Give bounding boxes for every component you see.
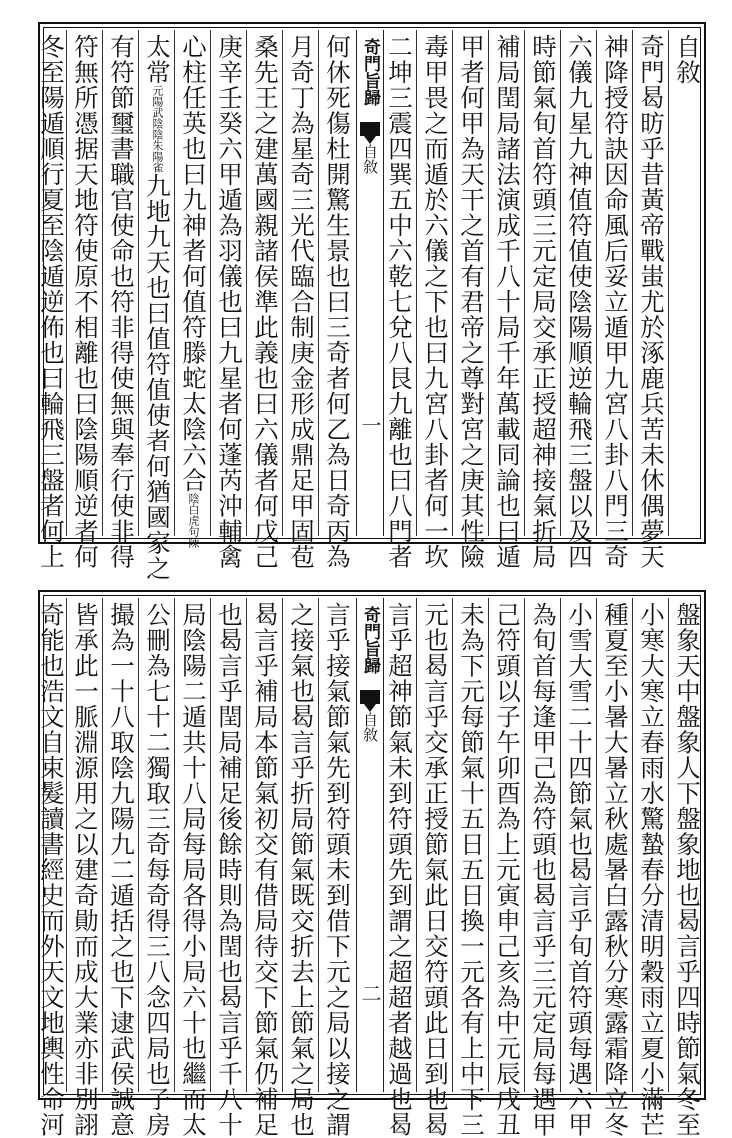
text-column: 元也曷言乎交承正授節氣此日交符頭此日到也曷 [421, 602, 450, 1138]
text-column: 言乎超神節氣未到符頭先到謂之超超者越過也曷 [385, 602, 414, 1138]
text-column: 有符節璽書職官使命也符非得使無與奉行使非得 [107, 34, 136, 570]
text-column: 小雪大雪二十四節氣也曷言乎旬首符頭每遇六甲 [565, 602, 594, 1138]
text-column: 盤象天中盤象人下盤象地也曷言乎四時節氣冬至 [673, 602, 702, 1138]
text-column: 奇門曷昉乎昔黃帝戰蚩尤於涿鹿兵苦未休偶夢天 [637, 34, 666, 570]
text-column: 言乎接氣節氣先到符頭未到借下元之局以接之謂 [323, 602, 352, 1138]
column-rule [246, 598, 247, 1092]
text-column: 未為下元每節氣十五日五日換一元各有上中下三 [457, 602, 486, 1138]
column-rule [452, 30, 453, 536]
column-rule [66, 598, 67, 1092]
column-rule [174, 598, 175, 1092]
column-rule [596, 598, 597, 1092]
text-column: 皆承此一脈淵源用之以建奇勛而成大業亦非別詡 [71, 602, 100, 1138]
text-column [178, 34, 208, 548]
column-rule [524, 598, 525, 1092]
text-column [142, 34, 172, 581]
text-run: 九地九天也曰值符值使者何猶國家之 [143, 173, 172, 581]
column-rule [138, 30, 139, 536]
column-rule [102, 30, 103, 536]
column-rule [632, 30, 633, 536]
text-column: 時節氣旬首符頭三元定局交承正授超神接氣折局 [529, 34, 558, 570]
text-column: 庚辛壬癸六甲遁為羽儀也曰九星者何蓬芮沖輔禽 [215, 34, 244, 570]
column-rule [66, 30, 67, 536]
text-column: 甲者何甲為天干之首有君帝之尊對宮之庚其性險 [457, 34, 486, 570]
text-column: 二坤三震四巽五中六乾七兌八艮九離也曰八門者 [385, 34, 414, 570]
text-column: 公刪為七十二獨取三奇每奇得三八念四局也子房 [143, 602, 172, 1138]
section-title: 自敘 [361, 144, 379, 174]
text-column: 小寒大寒立春雨水驚蟄春分清明穀雨立夏小滿芒 [637, 602, 666, 1138]
text-column: 奇能也浩文自束髮讀書經史而外天文地輿性命河 [37, 602, 66, 1138]
column-rule [560, 598, 561, 1092]
column-rule [210, 598, 211, 1092]
text-column: 種夏至小暑大暑立秋處暑白露秋分寒露霜降立冬 [601, 602, 630, 1138]
column-rule [488, 30, 489, 536]
column-rule [668, 598, 669, 1092]
column-rule [318, 598, 319, 1092]
column-rule [488, 598, 489, 1092]
text-column: 神降授符訣因命風后妥立遁甲九宮八卦八門三奇 [601, 34, 630, 570]
column-rule [174, 30, 175, 536]
text-column: 冬至陽遁順行夏至陰遁逆佈也曰輪飛三盤者何上 [37, 34, 66, 570]
column-rule [318, 30, 319, 536]
heading-zixu: 自敘 [673, 34, 702, 85]
fish-tail-mark [360, 122, 380, 136]
column-rule [560, 30, 561, 536]
text-column: 局陰陽二遁共十八局每局各得小局六十也繼而太 [179, 602, 208, 1138]
text-column: 之接氣也曷言乎折局節氣既交折去上節氣之局也 [287, 602, 316, 1138]
column-rule [282, 30, 283, 536]
annotation-small: 元陽武陰 [151, 85, 164, 129]
center-fold [356, 598, 384, 1092]
fish-tail-mark [360, 690, 380, 704]
folio-number: 二 [358, 983, 382, 1003]
book-title: 奇門旨歸 [360, 38, 380, 106]
column-rule [210, 30, 211, 536]
column-rule [416, 30, 417, 536]
book-title: 奇門旨歸 [360, 606, 380, 674]
text-column: 桑先王之建萬國親諸侯準此義也曰六儀者何戊己 [251, 34, 280, 570]
text-column: 六儀九星九神值符值使陰陽順逆輪飛三盤以及四 [565, 34, 594, 570]
column-rule [452, 598, 453, 1092]
annotation-small: 陰白虎句陳 [187, 493, 200, 548]
text-column: 也曷言乎閏局補足後餘時則為閏也曷言乎千八十 [215, 602, 244, 1138]
text-run: 太常 [143, 34, 172, 85]
column-rule [282, 598, 283, 1092]
column-rule [246, 30, 247, 536]
page-two [37, 590, 706, 1138]
section-title: 自敘 [361, 712, 379, 742]
center-fold [356, 30, 384, 536]
text-column: 曷言乎補局本節氣初交有借局待交下節氣仍補足 [251, 602, 280, 1138]
text-column: 符無所憑据天地符使原不相離也曰陰陽順逆者何 [71, 34, 100, 570]
column-rule [524, 30, 525, 536]
column-rule [138, 598, 139, 1092]
text-column: 毒甲畏之而遁於六儀之下也曰九宮八卦者何一坎 [421, 34, 450, 570]
text-column: 己符頭以子午卯酉為上元寅申己亥為中元辰戌丑 [493, 602, 522, 1138]
text-column: 何休死傷杜開驚生景也曰三奇者何乙為日奇丙為 [323, 34, 352, 570]
text-column: 撮為一十八取陰九陽九二遁括之也下逮武侯誠意 [107, 602, 136, 1138]
column-rule [416, 598, 417, 1092]
text-column: 補局閏局諸法演成千八十局千年萬載同論也曰遁 [493, 34, 522, 570]
page-one [37, 22, 706, 581]
folio-number: 一 [358, 415, 382, 435]
annotation-small: 陰朱陽雀 [151, 129, 164, 173]
column-rule [632, 598, 633, 1092]
text-run: 心柱任英也曰九神者何值符滕蛇太陰六合 [179, 34, 208, 493]
text-column: 為旬首每逢甲己為符頭也曷言乎三元定局每遇甲 [529, 602, 558, 1138]
column-rule [668, 30, 669, 536]
text-column: 月奇丁為星奇三光代臨合制庚金形成鼎足甲固苞 [287, 34, 316, 570]
column-rule [596, 30, 597, 536]
column-rule [102, 598, 103, 1092]
